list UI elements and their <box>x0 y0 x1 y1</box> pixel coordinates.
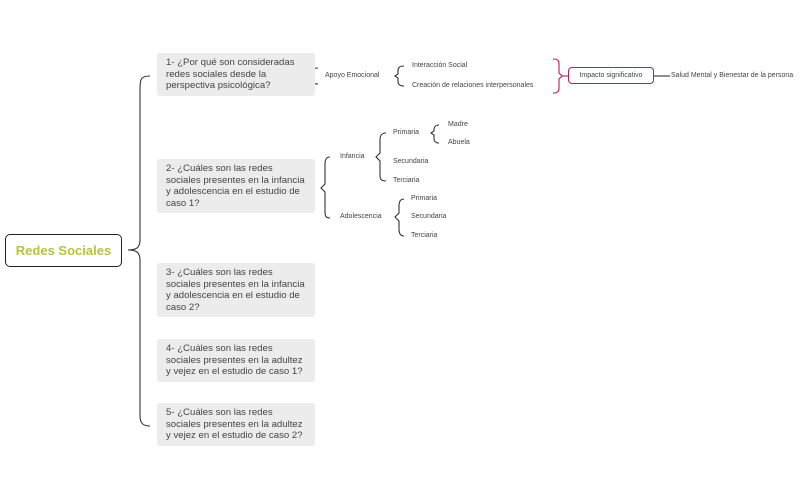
question-2-node[interactable] <box>157 159 315 213</box>
question-4-text: 4- ¿Cuáles son las redes sociales presentes en la adultez y vejez en el estudio de caso 1? <box>166 343 303 378</box>
adolescencia-primaria-node[interactable]: Primaria <box>411 195 438 202</box>
question-2-text: 2- ¿Cuáles son las redes sociales presentes en la infancia y adolescencia en el estudio de caso 1? <box>166 163 305 209</box>
salud-mental-node[interactable]: Salud Mental y Bienestar de la persona <box>671 72 794 79</box>
abuela-node[interactable]: Abuela <box>448 139 470 146</box>
question-1-text: 1- ¿Por qué son consideradas redes sociales desde la perspectiva psicológica? <box>166 57 295 92</box>
root-node[interactable] <box>5 234 122 267</box>
adolescencia-node[interactable]: Adolescencia <box>340 213 382 220</box>
infancia-terciaria-node[interactable]: Terciaria <box>393 177 420 184</box>
infancia-primaria-node[interactable]: Primaria <box>393 129 420 136</box>
madre-node[interactable]: Madre <box>448 121 468 128</box>
infancia-secundaria-node[interactable]: Secundaria <box>393 158 429 165</box>
impacto-label: Impacto significativo <box>579 72 643 79</box>
question-3-text: 3- ¿Cuáles son las redes sociales presentes en la infancia y adolescencia en el estudio de caso 2? <box>166 267 305 313</box>
apoyo-emocional-node[interactable]: Apoyo Emocional <box>325 72 380 79</box>
adolescencia-secundaria-node[interactable]: Secundaria <box>411 213 447 220</box>
creacion-relaciones-node[interactable]: Creación de relaciones interpersonales <box>412 82 534 89</box>
impacto-significativo-node[interactable] <box>568 67 654 84</box>
question-5-text: 5- ¿Cuáles son las redes sociales presentes en la adultez y vejez en el estudio de caso 2? <box>166 407 303 442</box>
question-5-node[interactable] <box>157 403 315 446</box>
question-1-node[interactable] <box>157 53 315 96</box>
question-4-node[interactable] <box>157 339 315 382</box>
infancia-node[interactable]: Infancia <box>340 153 365 160</box>
adolescencia-terciaria-node[interactable]: Terciaria <box>411 232 438 239</box>
question-3-node[interactable] <box>157 263 315 317</box>
root-label: Redes Sociales <box>15 243 112 258</box>
interaccion-social-node[interactable]: Interacción Social <box>412 62 468 69</box>
